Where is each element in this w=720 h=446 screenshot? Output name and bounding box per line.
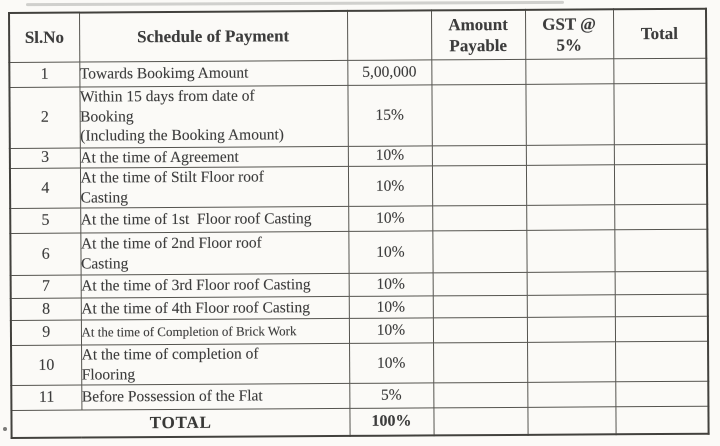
percent-cell: 10%: [348, 145, 432, 166]
percent-cell: 10%: [349, 273, 433, 297]
schedule-cell: At the time of 1st Floor roof Casting: [80, 206, 348, 233]
percent-cell: 5%: [349, 383, 433, 409]
gst-cell: [526, 144, 614, 165]
row-number-cell: 4: [10, 168, 80, 208]
gst-cell: [526, 205, 614, 231]
schedule-cell: At the time of Completion of Brick Work: [81, 318, 349, 345]
amount-payable-cell: [433, 382, 527, 408]
row-number-cell: 1: [9, 62, 79, 87]
total-cell: [615, 341, 708, 382]
total-cell: [614, 164, 707, 205]
percent-cell: 10%: [349, 318, 433, 344]
amount-payable-cell: [432, 230, 526, 273]
schedule-cell: Before Possession of the Flat: [81, 383, 349, 410]
percent-cell: 15%: [347, 84, 431, 146]
total-cell: [615, 316, 708, 342]
percent-cell: 10%: [348, 166, 432, 207]
gst-cell: [525, 83, 613, 145]
row-number-cell: 3: [10, 148, 80, 169]
amount-payable-cell: [433, 342, 527, 383]
amount-payable-cell: [431, 84, 525, 146]
gst-cell: [527, 382, 615, 408]
row-number-cell: 8: [11, 298, 81, 320]
total-percent-cell: 100%: [349, 408, 433, 436]
schedule-cell: Within 15 days from date of Booking (Including the Booking Amount): [79, 85, 347, 148]
amount-payable-cell: [433, 272, 527, 296]
total-cell: [615, 406, 708, 434]
total-cell: [613, 58, 706, 84]
total-label-cell: TOTAL: [11, 408, 349, 437]
total-cell: [613, 83, 706, 145]
row-number-cell: 10: [11, 345, 81, 385]
total-row: [11, 406, 708, 437]
schedule-cell: At the time of 4th Floor roof Casting: [81, 296, 349, 320]
gst-cell: [527, 295, 615, 318]
row-number-cell: 6: [10, 233, 80, 275]
gst-cell: [527, 342, 615, 383]
schedule-cell: At the time of Stilt Floor roof Casting: [80, 166, 348, 208]
schedule-cell: At the time of 3rd Floor roof Casting: [81, 273, 349, 298]
header-percentage-blank: [347, 10, 431, 60]
schedule-cell: At the time of completion of Flooring: [81, 343, 349, 385]
schedule-cell: At the time of Agreement: [80, 146, 348, 168]
header-sl-no: Sl.No: [9, 13, 79, 62]
percent-cell: 10%: [348, 206, 432, 232]
amount-payable-cell: [433, 407, 527, 435]
schedule-cell: At the time of 2nd Floor roof Casting: [80, 231, 348, 275]
row-number-cell: 5: [10, 208, 80, 233]
gst-cell: [526, 230, 614, 273]
total-cell: [614, 144, 707, 165]
schedule-cell: Towards Bookimg Amount: [79, 60, 347, 87]
row-number-cell: 2: [9, 87, 79, 148]
total-cell: [614, 229, 707, 272]
payment-schedule-table-wrap: [8, 8, 710, 439]
table-row: [11, 341, 708, 385]
gst-cell: [526, 165, 614, 206]
percent-cell: 10%: [348, 231, 432, 274]
row-number-cell: 7: [11, 275, 81, 298]
amount-payable-cell: [433, 317, 527, 343]
amount-payable-cell: [432, 145, 526, 166]
scan-artifact-dot: [3, 427, 7, 431]
total-cell: [615, 381, 708, 407]
gst-cell: [527, 272, 615, 296]
amount-payable-cell: [432, 165, 526, 206]
total-cell: [614, 204, 707, 230]
header-total: Total: [613, 9, 706, 59]
total-cell: [615, 271, 708, 295]
header-gst: GST @ 5%: [525, 9, 613, 59]
header-row: [9, 9, 706, 62]
total-cell: [615, 294, 708, 317]
percent-cell: 10%: [349, 296, 433, 319]
table-row: [10, 229, 707, 275]
header-schedule-of-payment: Schedule of Payment: [79, 11, 347, 62]
table-row: [10, 164, 707, 208]
payment-schedule-table: [8, 8, 710, 439]
percent-cell: 5,00,000: [347, 59, 431, 85]
gst-cell: [525, 58, 613, 84]
gst-cell: [527, 407, 615, 435]
header-amount-payable: Amount Payable: [431, 10, 525, 60]
amount-payable-cell: [433, 295, 527, 318]
row-number-cell: 9: [11, 320, 81, 345]
table-row: [9, 83, 706, 148]
row-number-cell: 11: [11, 385, 81, 410]
percent-cell: 10%: [349, 343, 433, 384]
amount-payable-cell: [431, 59, 525, 85]
gst-cell: [527, 317, 615, 343]
amount-payable-cell: [432, 205, 526, 231]
scan-artifact-streak: [26, 1, 564, 6]
